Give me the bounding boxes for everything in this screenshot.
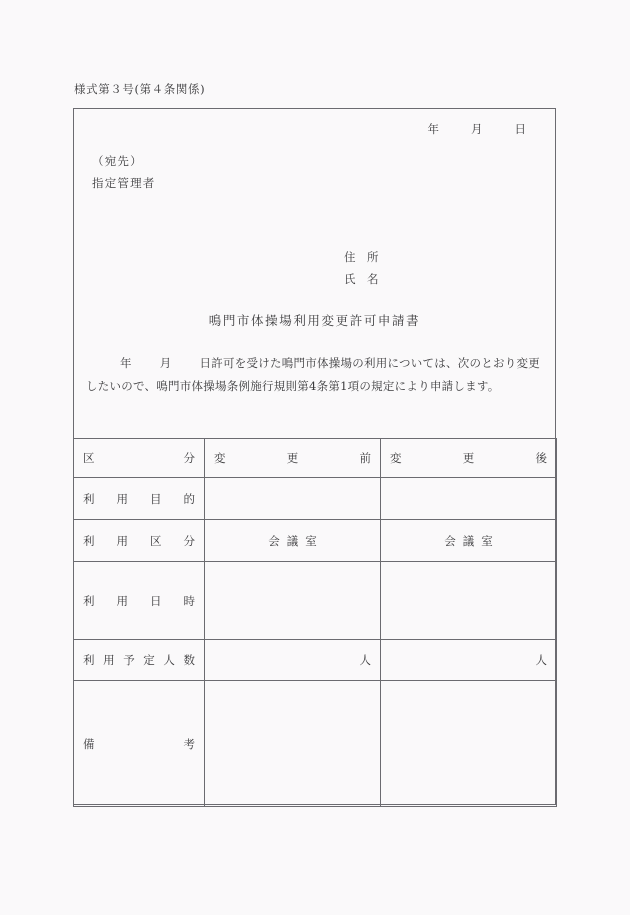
table-header-row [74,439,557,478]
usage-type-char-3: 分 [183,533,195,548]
expected-people-before-field[interactable]: 人 [205,640,381,681]
table-row-remarks [74,681,557,807]
date-line [74,121,526,137]
usage-type-char-2: 区 [150,533,162,548]
table-row-usage-type [74,520,557,562]
header-before-char-1: 更 [286,451,299,465]
datetime-before-field[interactable] [205,562,381,640]
usage-type-after-field[interactable]: 会議室 [381,520,557,562]
table-row-expected-people [74,640,557,681]
header-after-char-2: 後 [535,451,547,465]
date-month-label: 月 [471,122,483,136]
expected-people-char-5: 数 [183,653,195,667]
row-label-purpose [74,478,205,520]
datetime-after-field[interactable] [381,562,557,640]
expected-people-char-3: 定 [143,653,155,667]
table-row-datetime [74,562,557,640]
document-title: 鳴門市体操場利用変更許可申請書 [208,313,421,328]
date-day-label: 日 [514,122,526,136]
datetime-char-1: 用 [116,593,128,608]
applicant-name-label: 氏 名 [344,272,379,286]
header-before-char-0: 変 [214,451,226,465]
addressee-label: （宛先） [92,154,143,168]
applicant-block [344,246,379,290]
purpose-char-1: 用 [116,491,128,506]
applicant-address-label: 住 所 [344,250,379,264]
addressee-value: 指定管理者 [92,176,156,190]
body-month-label: 月 [159,356,172,370]
table-row-purpose [74,478,557,520]
purpose-char-0: 利 [83,491,95,506]
header-category-char-0: 区 [83,451,95,465]
purpose-char-2: 目 [150,491,162,506]
header-after-char-0: 変 [390,451,402,465]
datetime-char-0: 利 [83,593,95,608]
row-label-expected-people [74,640,205,681]
remarks-char-1: 考 [183,736,195,751]
header-category-char-1: 分 [183,451,195,465]
form-header-area [74,109,555,438]
datetime-char-2: 日 [150,593,162,608]
form-number: 様式第３号(第４条関係) [74,82,206,96]
expected-people-char-2: 予 [123,653,135,667]
header-before-char-2: 前 [359,451,371,465]
datetime-char-3: 時 [183,593,195,608]
form-frame [73,108,556,805]
header-cell-category [74,439,205,478]
usage-type-char-0: 利 [83,533,95,548]
row-label-remarks [74,681,205,807]
body-line3: ます。 [465,379,500,393]
header-cell-after [381,439,557,478]
purpose-char-3: 的 [183,491,195,506]
remarks-char-0: 備 [83,736,95,751]
body-text [86,352,544,398]
expected-people-char-1: 用 [103,653,115,667]
purpose-after-field[interactable] [381,478,557,520]
remarks-after-field[interactable] [381,681,557,807]
body-year-label: 年 [120,356,132,370]
header-cell-before [205,439,381,478]
expected-people-char-0: 利 [83,653,95,667]
usage-type-before-field[interactable]: 会議室 [205,520,381,562]
remarks-before-field[interactable] [205,681,381,807]
change-details-table [73,438,557,807]
row-label-datetime [74,562,205,640]
expected-people-char-4: 人 [163,653,175,667]
purpose-before-field[interactable] [205,478,381,520]
expected-people-after-field[interactable]: 人 [381,640,557,681]
body-line1-rest: 日許可を受けた鳴門市体操場の利用については、次のとお [199,356,505,370]
usage-type-char-1: 用 [116,533,128,548]
body-line2: り変更したいので、鳴門市体操場条例施行規則第4条第1項の規定により申請し [86,356,541,393]
date-year-label: 年 [427,122,439,136]
row-label-usage-type [74,520,205,562]
header-after-char-1: 更 [462,451,475,465]
